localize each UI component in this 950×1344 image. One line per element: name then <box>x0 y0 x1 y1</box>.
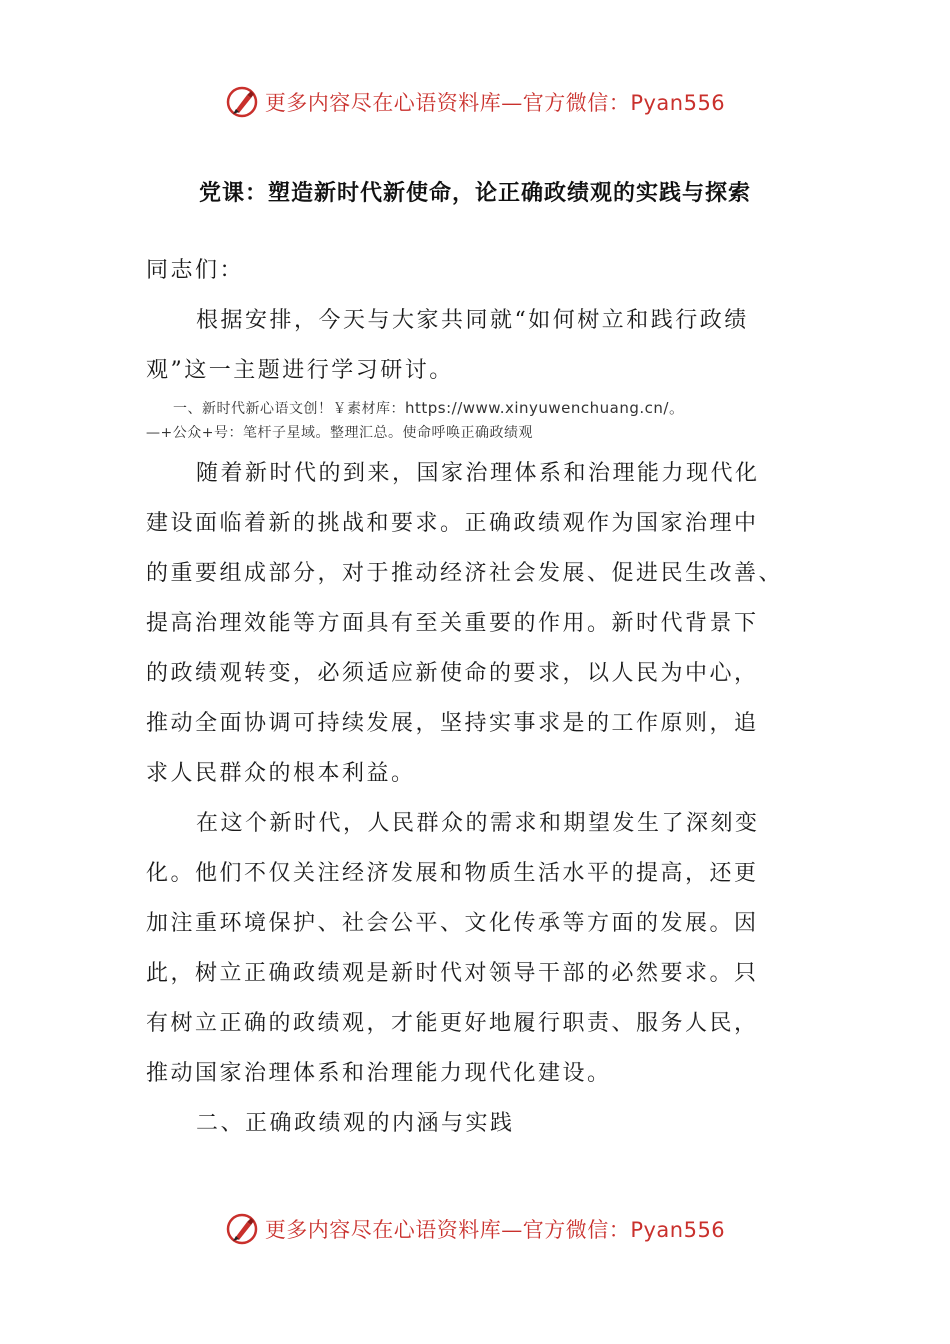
paragraph-line: 随着新时代的到来，国家治理体系和治理能力现代化 <box>196 461 760 486</box>
note-line-1: 一、新时代新心语文创！￥素材库：https://www.xinyuwenchuang.cn/。 <box>173 399 685 417</box>
paragraph-line: 观”这一主题进行学习研讨。 <box>146 358 454 383</box>
document-title: 党课：塑造新时代新使命，论正确政绩观的实践与探索 <box>198 181 751 206</box>
paragraph-line: 求人民群众的根本利益。 <box>146 761 416 786</box>
paragraph-line: 根据安排，今天与大家共同就“如何树立和践行政绩 <box>196 308 749 333</box>
intro-paragraph <box>146 296 786 396</box>
paragraph-line: 的政绩观转变，必须适应新使命的要求，以人民为中心， <box>146 661 759 686</box>
header-banner <box>0 82 950 122</box>
paragraph-line: 在这个新时代，人民群众的需求和期望发生了深刻变 <box>196 811 760 836</box>
paragraph-1 <box>146 449 786 799</box>
paragraph-line: 建设面临着新的挑战和要求。正确政绩观作为国家治理中 <box>146 511 759 536</box>
greeting: 同志们： <box>146 258 245 283</box>
pen-nib-logo-icon <box>225 85 259 119</box>
watermark-note <box>146 396 786 445</box>
header-banner-text: 更多内容尽在心语资料库—官方微信：Pyan556 <box>264 91 726 115</box>
pen-nib-logo-icon <box>225 1212 259 1246</box>
paragraph-line: 化。他们不仅关注经济发展和物质生活水平的提高，还更 <box>146 861 759 886</box>
note-url: https://www.xinyuwenchuang.cn/。 <box>405 399 685 417</box>
paragraph-line: 有树立正确的政绩观，才能更好地履行职责、服务人民， <box>146 1011 759 1036</box>
paragraph-line: 推动全面协调可持续发展，坚持实事求是的工作原则，追 <box>146 711 759 736</box>
section-2-heading: 二、正确政绩观的内涵与实践 <box>196 1111 515 1136</box>
note-line-2: —+公众+号：笔杆子星域。整理汇总。使命呼唤正确政绩观 <box>146 425 533 441</box>
paragraph-line: 推动国家治理体系和治理能力现代化建设。 <box>146 1061 612 1086</box>
paragraph-2 <box>146 799 786 1099</box>
footer-banner-text: 更多内容尽在心语资料库—官方微信：Pyan556 <box>264 1218 726 1242</box>
document-body <box>146 246 786 1149</box>
paragraph-line: 提高治理效能等方面具有至关重要的作用。新时代背景下 <box>146 611 759 636</box>
footer-banner <box>0 1209 950 1249</box>
paragraph-line: 此，树立正确政绩观是新时代对领导干部的必然要求。只 <box>146 961 759 986</box>
paragraph-line: 的重要组成部分，对于推动经济社会发展、促进民生改善、 <box>146 561 784 586</box>
paragraph-line: 加注重环境保护、社会公平、文化传承等方面的发展。因 <box>146 911 759 936</box>
